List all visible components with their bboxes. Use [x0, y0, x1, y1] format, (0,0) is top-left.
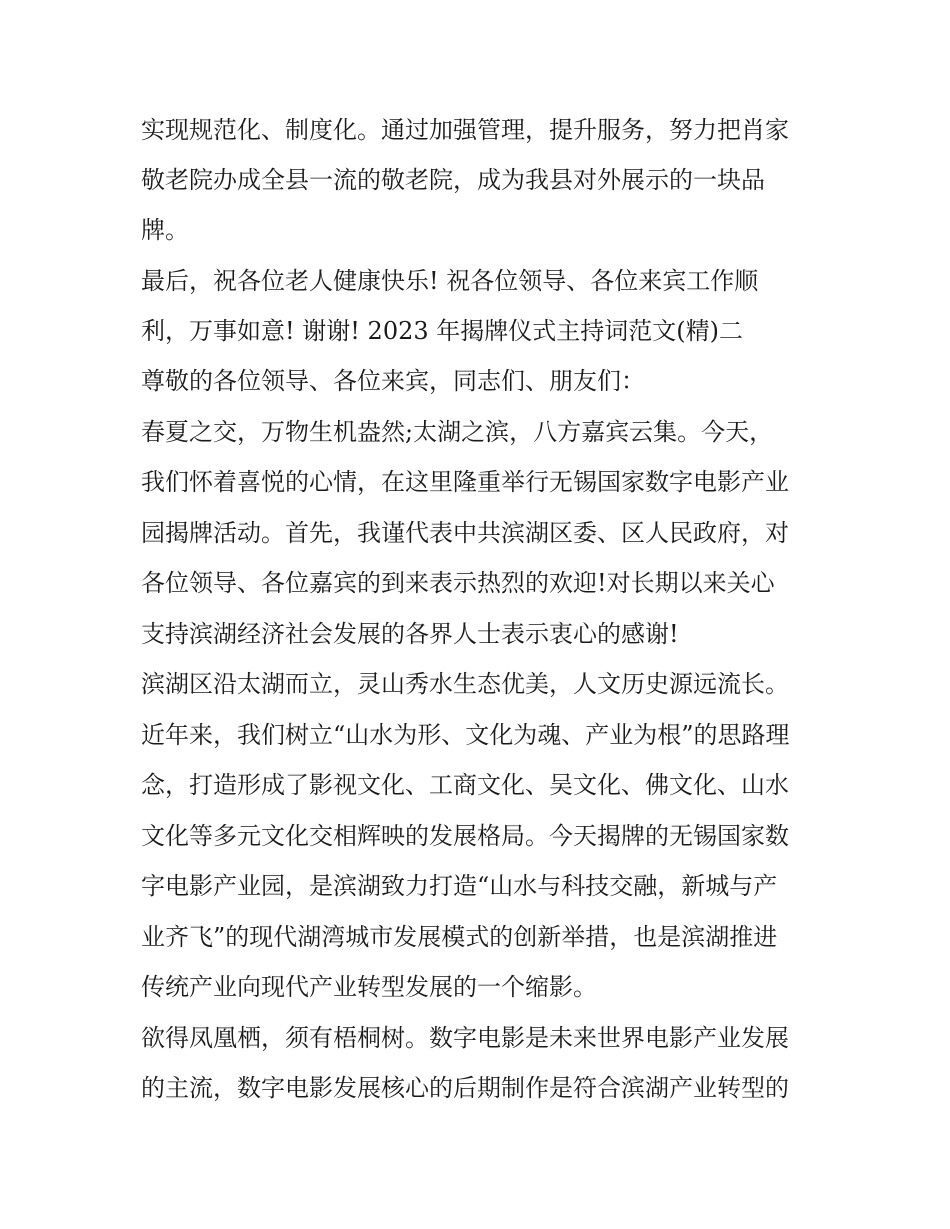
text-line: 支持滨湖经济社会发展的各界人士表示衷心的感谢! [141, 620, 679, 648]
text-line: 字电影产业园，是滨湖致力打造“山水与科技交融，新城与产 [141, 872, 778, 900]
text-line: 滨湖区沿太湖而立，灵山秀水生态优美，人文历史源远流长。 [141, 670, 789, 698]
text-line: 我们怀着喜悦的心情，在这里隆重举行无锡国家数字电影产业 [141, 468, 789, 496]
text-line: 最后，祝各位老人健康快乐! 祝各位领导、各位来宾工作顺 [141, 267, 759, 295]
text-line: 春夏之交，万物生机盎然;太湖之滨，八方嘉宾云集。今天， [141, 418, 774, 446]
text-line: 牌。 [141, 216, 189, 244]
text-line: 业齐飞”的现代湖湾城市发展模式的创新举措，也是滨湖推进 [141, 923, 778, 951]
text-line: 文化等多元文化交相辉映的发展格局。今天揭牌的无锡国家数 [141, 822, 789, 850]
text-line: 传统产业向现代产业转型发展的一个缩影。 [141, 973, 597, 1001]
text-line: 实现规范化、制度化。通过加强管理，提升服务，努力把肖家 [141, 116, 789, 144]
text-line: 尊敬的各位领导、各位来宾，同志们、朋友们： [141, 367, 645, 395]
text-line: 欲得凤凰栖，须有梧桐树。数字电影是未来世界电影产业发展 [141, 1024, 789, 1052]
text-line: 近年来，我们树立“山水为形、文化为魂、产业为根”的思路理 [141, 721, 790, 749]
text-line: 的主流，数字电影发展核心的后期制作是符合滨湖产业转型的 [141, 1074, 789, 1102]
text-line: 利，万事如意! 谢谢! 2023 年揭牌仪式主持词范文(精)二 [141, 317, 743, 345]
text-line: 敬老院办成全县一流的敬老院，成为我县对外展示的一块品 [141, 166, 765, 194]
text-line: 各位领导、各位嘉宾的到来表示热烈的欢迎!对长期以来关心 [141, 569, 775, 597]
text-line: 念，打造形成了影视文化、工商文化、吴文化、佛文化、山水 [141, 771, 789, 799]
text-line: 园揭牌活动。首先，我谨代表中共滨湖区委、区人民政府，对 [141, 519, 789, 547]
